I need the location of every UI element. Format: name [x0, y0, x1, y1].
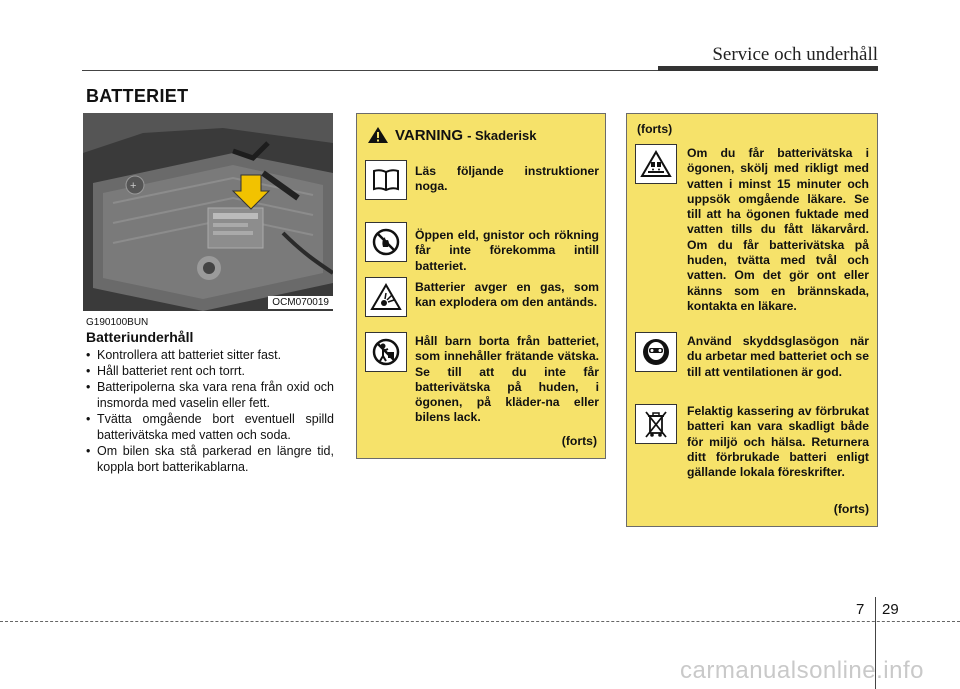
continued-note: (forts) — [561, 434, 597, 448]
manual-book-icon — [365, 160, 407, 200]
chapter-title: Service och underhåll — [712, 44, 878, 65]
subsection-title: Batteriunderhåll — [86, 329, 194, 345]
safety-goggles-icon — [635, 332, 677, 372]
continued-note-top: (forts) — [637, 122, 673, 136]
list-item: • Håll batteriet rent och torrt. — [86, 363, 334, 379]
warning-triangle-icon — [367, 126, 389, 144]
warning-box — [356, 113, 606, 459]
corrosive-icon — [635, 144, 677, 184]
header-rule-accent — [658, 66, 878, 71]
warning-text: Läs följande instruktioner noga. — [415, 164, 599, 194]
maintenance-list — [86, 347, 334, 475]
photo-label: OCM070019 — [268, 296, 333, 309]
list-item: • Om bilen ska stå parkerad en längre tid, koppla bort batterikablarna. — [86, 443, 334, 475]
warning-box-continued — [626, 113, 878, 527]
section-title: BATTERIET — [86, 86, 189, 106]
no-fire-icon — [365, 222, 407, 262]
page-number: 29 — [882, 601, 899, 618]
warning-text: Batterier avger en gas, som kan explodera om den antänds. — [415, 280, 599, 310]
chapter-number: 7 — [856, 601, 865, 618]
warning-text: Öppen eld, gnistor och rökning får inte förekomma intill batteriet. — [415, 228, 599, 273]
svg-text:+: + — [130, 180, 137, 192]
explosion-icon — [365, 277, 407, 317]
warning-word: VARNING — [395, 126, 464, 144]
watermark: carmanualsonline.info — [680, 657, 924, 684]
warning-text: Felaktig kassering av förbrukat batteri kan vara skadligt både för miljö och hälsa. Returnera ditt förbrukade batteri enligt gällande lokala föreskrifter. — [687, 404, 869, 480]
section-code: G190100BUN — [86, 317, 149, 328]
continued-note-bottom: (forts) — [833, 502, 869, 516]
warning-subtitle: - Skaderisk — [467, 127, 537, 143]
footer-rule — [0, 621, 960, 622]
list-item: • Kontrollera att batteriet sitter fast. — [86, 347, 334, 363]
list-item: • Batteripolerna ska vara rena från oxid och insmorda med vaselin eller fett. — [86, 379, 334, 411]
battery-photo — [83, 113, 333, 311]
keep-children-away-icon — [365, 332, 407, 372]
warning-text: Håll barn borta från batteriet, som innehåller frätande vätska. Se till att du inte får batterivätska på huden, i ögonen, på kläder-na eller bilens lack. — [415, 334, 599, 425]
recycle-bin-icon — [635, 404, 677, 444]
warning-text: Om du får batterivätska i ögonen, skölj med rikligt med vatten i minst 15 minuter och uppsök omgående läkare. Se till att ha ögonen fuktade med vatten tills du fått läkarvård. Om du får batterivätska på huden, tvätta med tvål och vatten. Om det gör ont eller känns som en brännskada, kontakta en läkare. — [687, 146, 869, 313]
header-rule — [82, 70, 660, 71]
list-item: • Tvätta omgående bort eventuell spilld batterivätska med vatten och soda. — [86, 411, 334, 443]
battery-illustration — [83, 113, 333, 311]
warning-text: Använd skyddsglasögon när du arbetar med batteriet och se till att ventilationen är god. — [687, 334, 869, 379]
warning-heading — [367, 126, 536, 144]
